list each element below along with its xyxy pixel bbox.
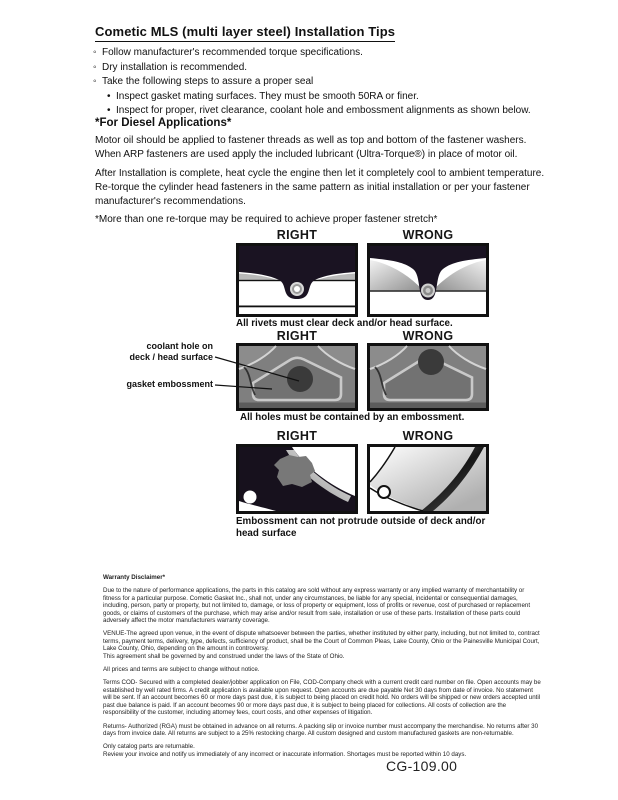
annotation-line: deck / head surface bbox=[129, 351, 213, 362]
page-title: Cometic MLS (multi layer steel) Installation Tips bbox=[95, 24, 395, 42]
diesel-section-heading: *For Diesel Applications* bbox=[95, 117, 232, 129]
embossment-protrusion-wrong-diagram bbox=[367, 444, 489, 514]
rivet-clearance-right-diagram bbox=[236, 243, 358, 317]
row3-caption: Embossment can not protrude outside of deck and/or head surface bbox=[236, 516, 486, 539]
tips-bullet-list bbox=[93, 46, 531, 119]
row2-right-label: RIGHT bbox=[276, 329, 318, 343]
legal-paragraph: All prices and terms are subject to change without notice. bbox=[103, 666, 260, 674]
legal-paragraph: Only catalog parts are returnable. bbox=[103, 743, 195, 751]
legal-paragraph: Returns- Authorized (RGA) must be obtained in advance on all returns. A packing slip or invoice number must accompany the merchandise. No returns after 30 days from invoice date. All returns are subject to a 25% restocking charge. All custom designed and custom manufactured gaskets are non-returnable. bbox=[103, 722, 539, 737]
embossment-protrusion-right-diagram bbox=[236, 444, 358, 514]
legal-paragraph: VENUE-The agreed upon venue, in the event of dispute whatsoever between the parties, whether instituted by either party, including, but not limited to, contract terms, payment terms, delivery, type, defects, sufficiency of product, shall be the Court of Common Pleas, Lake County, Ohio or the Painesville Municipal Court, Lake County, Ohio, depending on the amount in controversy. bbox=[103, 630, 540, 653]
bullet-icon: ◦ bbox=[93, 76, 97, 87]
legal-paragraph: This agreement shall be governed by and construed under the laws of the State of Ohio. bbox=[103, 652, 345, 660]
row2-wrong-label: WRONG bbox=[402, 329, 454, 343]
retorque-note: *More than one re-torque may be required to achieve proper fastener stretch* bbox=[95, 214, 438, 225]
bullet-text: Take the following steps to assure a proper seal bbox=[102, 76, 314, 87]
row1-wrong-label: WRONG bbox=[402, 228, 454, 242]
bullet-icon: ◦ bbox=[93, 47, 97, 58]
warranty-disclaimer-heading: Warranty Disclaimer* bbox=[103, 574, 166, 581]
row1-right-label: RIGHT bbox=[276, 228, 318, 242]
annotation-line: coolant hole on bbox=[146, 341, 213, 351]
bullet-icon: • bbox=[107, 105, 111, 116]
list-item bbox=[93, 46, 531, 61]
list-item bbox=[93, 61, 531, 76]
bullet-icon: ◦ bbox=[93, 61, 97, 73]
diesel-paragraph: Motor oil should be applied to fastener threads as well as top and bottom of the fastener washers. When ARP fasteners are used apply the included lubricant (Ultra-Torque®) in place of motor oil. bbox=[95, 135, 527, 160]
diesel-paragraph: After Installation is complete, heat cycle the engine then let it completely cool to ambient temperature. Re-torque the cylinder head fasteners in the same pattern as initial installation or per your fastener manufacturer's recommendations. bbox=[95, 168, 545, 207]
rivet-clearance-wrong-diagram bbox=[367, 243, 489, 317]
coolant-hole-annotation bbox=[53, 341, 213, 362]
bullet-icon: • bbox=[107, 90, 111, 102]
bullet-text: Inspect for proper, rivet clearance, coolant hole and embossment alignments as shown below. bbox=[116, 105, 531, 116]
legal-paragraph: Terms COD- Secured with a completed dealer/jobber application on File, COD-Company check with a current credit card number on file. Open accounts may be established by well rated firms. A credit application is available upon request. Open accounts are due payable Net 30 days from date of invoice. No statement will be sent. If an account becomes 60 or more days past due, it is subject to being placed on credit hold. No orders will be shipped or new orders accepted until past due balance is paid. If an account becomes 90 or more days past due, it is subject to being placed for collections. All costs of collection are the responsibility of the customer, including attorney fees, court costs, and other expenses of litigation. bbox=[103, 679, 541, 717]
embossment-containment-wrong-diagram bbox=[367, 343, 489, 411]
bullet-text: Dry installation is recommended. bbox=[102, 61, 248, 73]
row3-wrong-label: WRONG bbox=[402, 429, 454, 443]
row2-caption: All holes must be contained by an embossment. bbox=[240, 412, 465, 423]
gasket-embossment-annotation: gasket embossment bbox=[126, 379, 213, 389]
list-item bbox=[93, 90, 531, 105]
row3-right-label: RIGHT bbox=[276, 429, 318, 443]
row1-caption: All rivets must clear deck and/or head surface. bbox=[236, 318, 453, 329]
list-item bbox=[93, 75, 531, 90]
legal-paragraph: Review your invoice and notify us immediately of any incorrect or inaccurate information. Shortages must be reported within 10 days. bbox=[103, 750, 467, 758]
warranty-disclaimer-block bbox=[103, 574, 543, 764]
page-code: CG-109.00 bbox=[386, 758, 458, 774]
annotation-leader-lines bbox=[210, 348, 325, 398]
bullet-text: Follow manufacturer's recommended torque specifications. bbox=[102, 47, 363, 58]
bullet-text: Inspect gasket mating surfaces. They must be smooth 50RA or finer. bbox=[116, 90, 419, 102]
legal-paragraph: Due to the nature of performance applications, the parts in this catalog are sold without any express warranty or any implied warranty of merchantability or fitness for a particular purpose. Cometic Gasket Inc., shall not, under any circumstances, be liable for any special, incidental or consequential damages, including, person, party or property, but not limited to, damage, or loss of property or equipment, loss of profits or revenue, cost of purchased or replacement goods, or claims of customers of the purchase, which may arise and/or result from sale, installation or use of these parts. Installation of these parts could adversely affect the motor manufacturers warranty coverage. bbox=[103, 587, 531, 625]
